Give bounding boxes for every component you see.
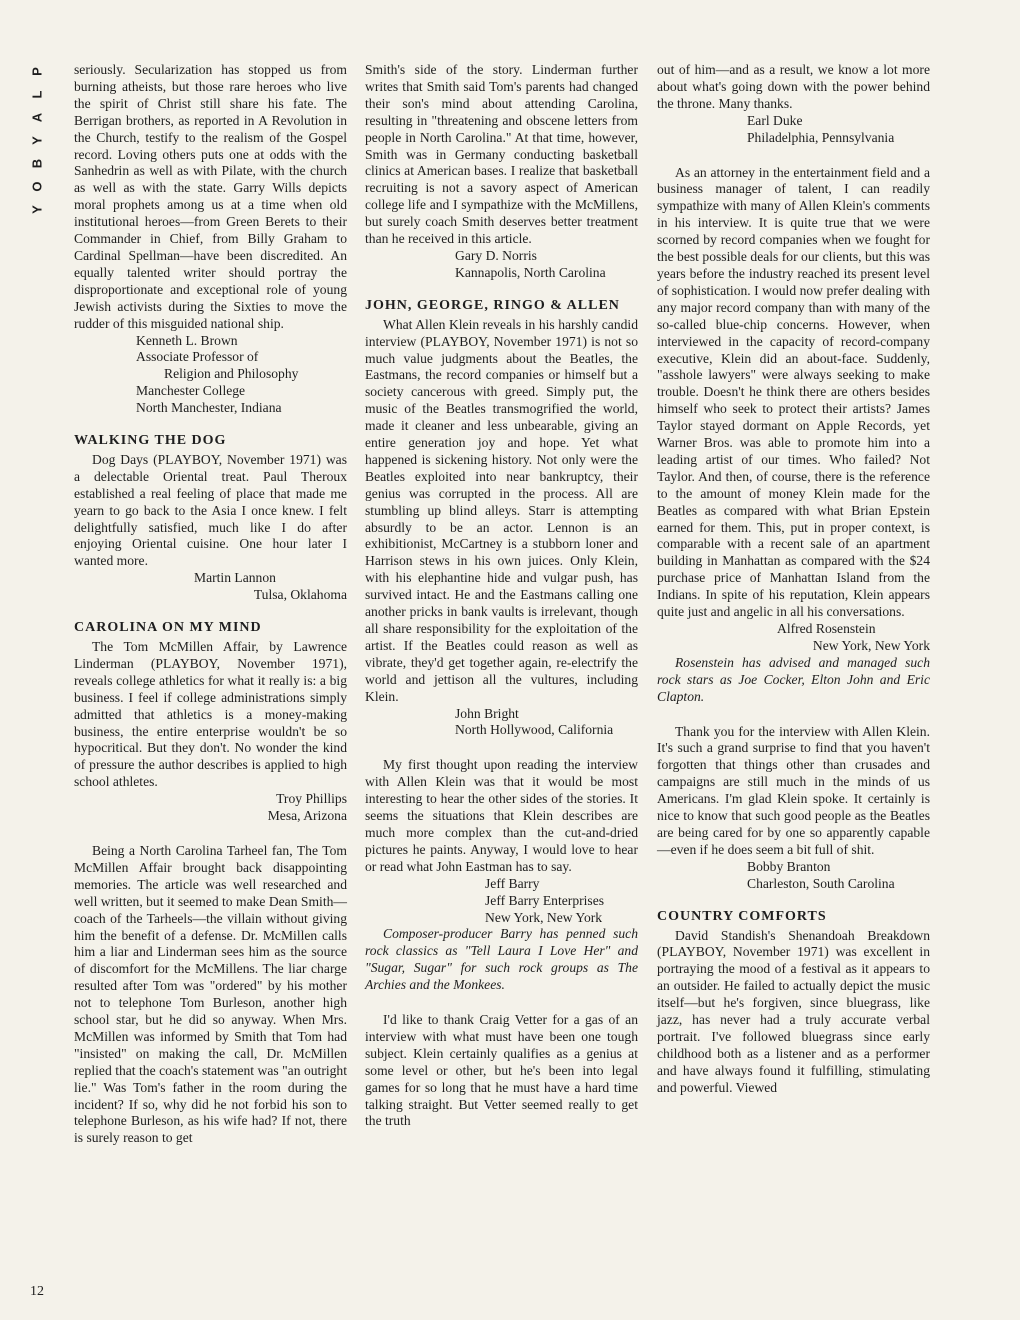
sidebar-letter: Y [29, 205, 45, 214]
sidebar-letter: A [29, 112, 45, 123]
signature-line: Jeff Barry Enterprises [485, 892, 605, 908]
section-heading: CAROLINA ON MY MIND [74, 620, 262, 636]
signature-line: Alfred Rosenstein [777, 621, 876, 636]
sidebar-letter: Y [29, 136, 45, 145]
magazine-sidebar-title [22, 60, 52, 260]
letter-body: What Allen Klein reveals in his harshly candid interview (PLAYBOY, November 1971) is not so much value judgments about the Beatles, the Eastmans, the record companies or himself but a society cancerous with greed. Simply put, the music of the Beatles transmogrified the world, made it cleaner and less unbearable, giving an entire generation joy and hope. Yet what happened is sickening history. Not only were the Beatles exploited into near bankruptcy, their genius was corrupted in the process. All are stumbling up blind alleys. Starr is attempting absurdly to be an actor. Lennon is an exhibitionist, McCartney is a stubborn loner and Harrison stews in his own juices. Only Klein, with his elephantine hide and vulgar push, has survived intact. He and the Eastmans calling one another pricks in bank vaults is irrelevant, though all share responsibility for the exploitation of the artist. If the Beatles could reason as well as vibrate, they'd get together again, re-electrify the world and jettison all the vultures, including Klein. [365, 316, 638, 704]
letter-body: Dog Days (PLAYBOY, November 1971) was a delectable Oriental treat. Paul Theroux established a real feeling of place that made me yearn to go back to the Asia I once knew. I felt delightfully satisfied, much like I do after enjoying Oriental cuisine. One hour later I wanted more. [74, 451, 347, 569]
section-heading: JOHN, GEORGE, RINGO & ALLEN [365, 297, 620, 313]
letter-body: My first thought upon reading the interview with Allen Klein was that it would be most interesting to hear the other sides of the stories. It seems the situations that Klein describes are much more complex than the cut-and-dried pictures he paints. Anyway, I would love to hear or read what John Eastman has to say. [365, 757, 638, 874]
signature-line: Earl Duke [747, 112, 803, 128]
letter-signature [74, 333, 347, 418]
signature-line: North Manchester, Indiana [136, 400, 282, 416]
sidebar-letter: O [29, 181, 45, 192]
editor-note: Rosenstein has advised and managed such rock stars as Joe Cocker, Elton John and Eric Clapton. [657, 654, 930, 704]
column-middle [365, 62, 638, 1130]
column-right [657, 62, 930, 1097]
letter-signature [657, 859, 930, 893]
signature-line: Mesa, Arizona [267, 808, 347, 824]
signature-line: Gary D. Norris [455, 247, 537, 263]
sidebar-letter: L [29, 90, 45, 99]
signature-line: Troy Phillips [276, 791, 347, 807]
sidebar-letter: P [29, 67, 45, 76]
page-number: 12 [30, 1284, 44, 1299]
sidebar-letter: B [29, 158, 45, 169]
signature-line: John Bright [455, 705, 519, 721]
signature-line: New York, New York [485, 909, 603, 925]
signature-line: Manchester College [136, 383, 246, 399]
signature-line: North Hollywood, California [455, 722, 614, 738]
signature-line: Kenneth L. Brown [136, 332, 238, 348]
section-heading: COUNTRY COMFORTS [657, 908, 827, 924]
section-heading: WALKING THE DOG [74, 433, 227, 449]
letter-body: Smith's side of the story. Linderman further writes that Smith said Tom's parents had changed their son's mind about attending Carolina, resulting in "threatening and obscene letters from people in North Carolina." At that time, however, Smith was in Germany conducting basketball clinics at American bases. I realize that basketball recruiting is not a savory aspect of American college life and I sympathize with the McMillens, but surely coach Smith deserves better treatment than he received in this article. [365, 62, 638, 247]
letter-body: As an attorney in the entertainment field and a business manager of talent, I can readily sympathize with many of Allen Klein's comments in his interview. It is quite true that we were scorned by record companies when we fought for the best possible deals for our clients, but this was years before the industry reached its present level of sophistication. I would now prefer dealing with any major record company than with many of the so-called blue-chip concerns. However, when interviewed in the capacity of record-company executive, Klein did an about-face. Suddenly, "asshole lawyers" were always seeking to make trouble. Doesn't he think there are others besides himself who seek to protect their artists? James Taylor stayed dormant on Apple Records, yet Warner Bros. was able to promote him into a leading artist of our times. Who failed? Not Taylor. And then, of course, there is the reference to the amount of money Klein made for the Beatles as compared with what Brian Epstein earned for them. This, put in proper context, is comparable with a recent sale of an apartment building in Manhattan as compared with the $24 purchase price of Manhattan Island from the Indians. In spite of his reputation, Klein appears quite just and angelic in all his conversations. [657, 164, 930, 620]
column-left [74, 62, 347, 1147]
letter-signature [365, 248, 638, 282]
letter-body: Being a North Carolina Tarheel fan, The Tom McMillen Affair brought back disappointing memories. The article was well researched and well written, but it seemed to make Dean Smith—coach of the Tarheels—the villain without giving him the benefit of a defense. Dr. McMillen calls him a liar and Linderman sees him as the source of discomfort for the McMillens. The liar charge resulted after Tom was "ordered" by his mother not to telephone Tom Burleson, another high school star, but he did so anyway. When Mrs. McMillen was informed by Smith that Tom had "insisted" on making the call, Dr. McMillen replied that the coach's statement was "an outright lie." Was Tom's father in the room during the incident? If so, why did he not forbid his son to telephone Burleson, as his wife had? If not, there is surely reason to get [74, 842, 347, 1146]
letter-body: I'd like to thank Craig Vetter for a gas of an interview with what must have been one tough subject. Klein certainly qualifies as a genius at some level or other, but he's been into legal games for so long that he must have a hard time talking straight. But Vetter seemed really to get the truth [365, 1012, 638, 1129]
letter-signature [365, 876, 638, 927]
signature-line: Kannapolis, North Carolina [455, 264, 606, 280]
letter-signature [74, 570, 347, 604]
letter-signature [74, 791, 347, 825]
signature-line: Charleston, South Carolina [747, 875, 895, 891]
signature-line: Associate Professor of [136, 349, 259, 365]
signature-line: New York, New York [812, 637, 930, 653]
letter-body: The Tom McMillen Affair, by Lawrence Linderman (PLAYBOY, November 1971), reveals college athletics for what it really is: a big business. I feel if college administrations simply admitted that athletics is a money-making business, the entire enterprise wouldn't be so hypocritical. But they don't. No wonder the kind of pressure the author describes is applied to high school athletes. [74, 639, 347, 790]
signature-line: Jeff Barry [485, 875, 540, 891]
letter-body: Thank you for the interview with Allen Klein. It's such a grand surprise to find that you haven't forgotten that things other than crusades and campaigns are still much in the minds of us Americans. I'm glad Klein spoke. It certainly is nice to know that such good people as the Beatles are being cared for by one so apparently capable—even if he does seem a bit full of shit. [657, 723, 930, 857]
letter-body: David Standish's Shenandoah Breakdown (PLAYBOY, November 1971) was excellent in portraying the mood of a festival as it appears to an outsider. He failed to actually depict the music itself—but he's forgiven, since bluegrass, like jazz, has never had a truly accurate verbal portrait. I've followed bluegrass since early childhood both as a listener and as a performer and have always found it fulfilling, stimulating and powerful. Viewed [657, 927, 930, 1095]
signature-line: Tulsa, Oklahoma [253, 587, 347, 603]
signature-line: Philadelphia, Pennsylvania [747, 129, 895, 145]
letter-signature [657, 113, 930, 147]
editor-note: Composer-producer Barry has penned such rock classics as "Tell Laura I Love Her" and "Sugar, Sugar" for such rock groups as The Archies and the Monkees. [365, 926, 638, 993]
letter-signature [657, 621, 930, 655]
signature-line: Martin Lannon [194, 570, 276, 586]
signature-line: Religion and Philosophy [164, 366, 299, 382]
letter-body: seriously. Secularization has stopped us from burning atheists, but those rare heroes who live the spirit of Christ still share his fate. The Berrigan brothers, as reported in A Revolution in the Church, testify to the realism of the Gospel record. Loving others puts one at odds with the Sanhedrin as well as with Pilate, with the church as well as with the state. Garry Wills depicts moral prophets among us at a time when old institutional heroes—from Green Berets to their Commander in Chief, from Billy Graham to Cardinal Spellman—have been discredited. An equally talented writer should portray the disproportionate and exceptional role of young Jewish activists during the Sixties to move the rudder of this misguided national ship. [74, 62, 347, 331]
letter-body: out of him—and as a result, we know a lot more about what's going down with the power behind the throne. Many thanks. [657, 62, 930, 111]
letter-signature [365, 706, 638, 740]
signature-line: Bobby Branton [747, 858, 831, 874]
